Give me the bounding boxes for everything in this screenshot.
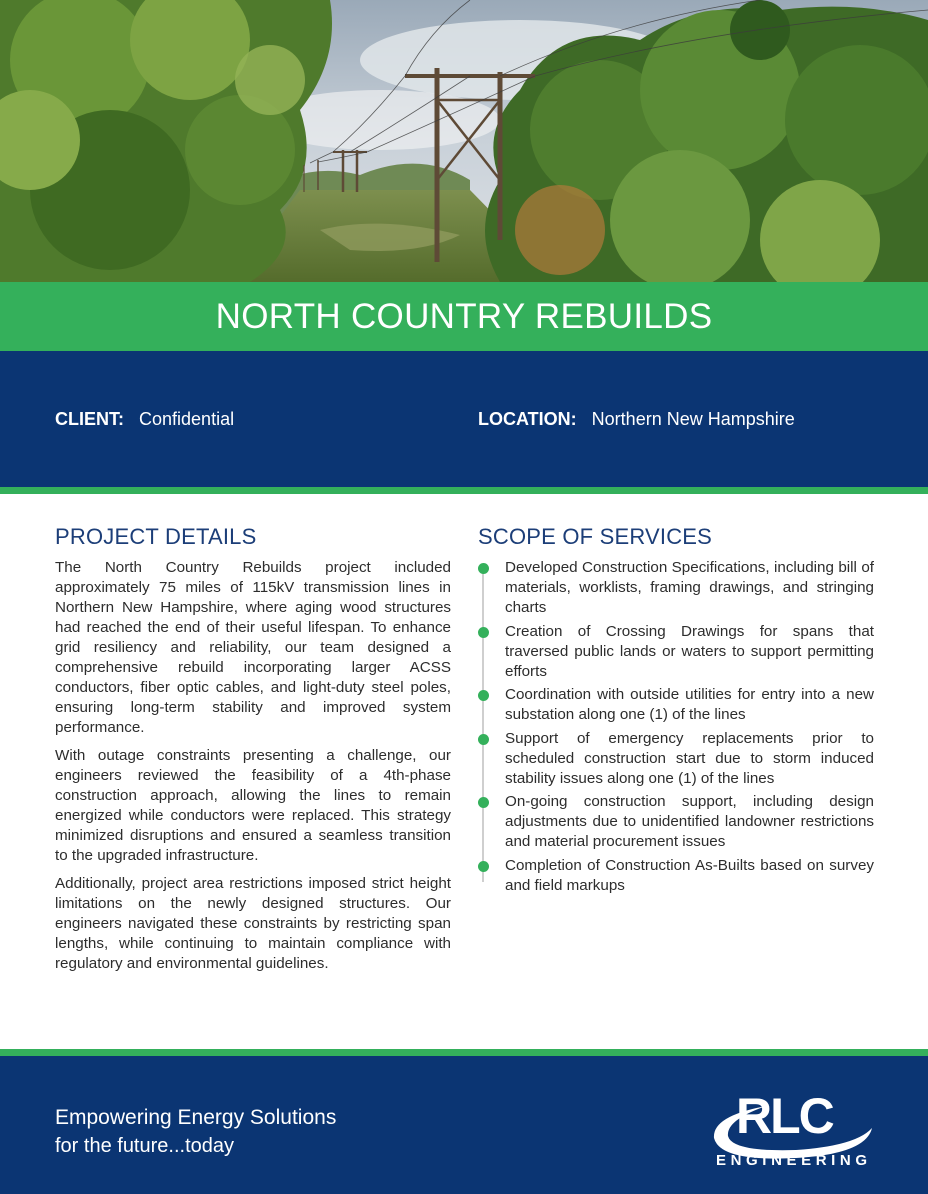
green-dot-icon xyxy=(478,627,489,638)
client-info xyxy=(55,409,234,430)
list-item xyxy=(478,685,874,725)
scope-item-text: On-going construction support, including design adjustments due to unidentified landowner restrictions and material procurement issues xyxy=(505,793,874,850)
transmission-line-photo-icon xyxy=(0,0,928,282)
client-label: CLIENT: xyxy=(55,409,124,429)
green-dot-icon xyxy=(478,797,489,808)
scope-item-text: Coordination with outside utilities for entry into a new substation along one (1) of the lines xyxy=(505,686,874,723)
info-band xyxy=(0,351,928,487)
footer-divider xyxy=(0,1049,928,1056)
green-dot-icon xyxy=(478,690,489,701)
divider-line xyxy=(0,487,928,494)
list-item xyxy=(478,558,874,618)
list-item xyxy=(478,792,874,852)
logo-subtext: ENGINEERING xyxy=(716,1152,872,1169)
scope-item-text: Creation of Crossing Drawings for spans that traversed public lands or waters to support permitting efforts xyxy=(505,622,874,680)
scope-item-text: Completion of Construction As-Builts based on survey and field markups xyxy=(505,856,874,894)
list-item xyxy=(478,729,874,789)
project-details-section xyxy=(55,524,451,982)
green-dot-icon xyxy=(478,563,489,574)
logo-text: RLC xyxy=(736,1088,833,1144)
scope-heading: SCOPE OF SERVICES xyxy=(478,524,713,549)
list-item xyxy=(478,856,874,896)
location-value: Northern New Hampshire xyxy=(591,409,795,429)
tagline-line2: for the future...today xyxy=(55,1135,234,1157)
scope-item-text: Developed Construction Specifications, including bill of materials, worklists, framing drawings, and stringing charts xyxy=(505,559,874,616)
location-info xyxy=(478,409,795,430)
project-details-heading: PROJECT DETAILS xyxy=(55,524,257,549)
title-bar xyxy=(0,282,928,351)
details-paragraph: The North Country Rebuilds project included approximately 75 miles of 115kV transmission lines in Northern New Hampshire, where aging wood structures had reached the end of their useful lifespan. To enhance grid resiliency and reliability, our team designed a comprehensive rebuild incorporating larger ACSS conductors, fiber optic cables, and light-duty steel poles, ensuring long-term stability and improved system performance. xyxy=(55,559,451,736)
green-dot-icon xyxy=(478,734,489,745)
details-paragraph: With outage constraints presenting a challenge, our engineers reviewed the feasibility of a 4th-phase construction approach, allowing the lines to remain energized while conductors were replaced. This strategy minimized disruptions and ensured a seamless transition to the upgraded infrastructure. xyxy=(55,747,451,864)
location-label: LOCATION: xyxy=(478,409,577,429)
green-dot-icon xyxy=(478,861,489,872)
footer xyxy=(0,1056,928,1194)
details-paragraph: Additionally, project area restrictions imposed strict height limitations on the newly designed structures. Our engineers navigated these constraints by restricting span lengths, while continuing to maintain compliance with regulatory and environmental guidelines. xyxy=(55,875,451,972)
scope-item-text: Support of emergency replacements prior to scheduled construction start due to storm induced stability issues along one (1) of the lines xyxy=(505,729,874,787)
client-value: Confidential xyxy=(139,409,235,429)
list-item xyxy=(478,622,874,682)
page-title: NORTH COUNTRY REBUILDS xyxy=(215,296,713,336)
tagline-line1: Empowering Energy Solutions xyxy=(55,1106,337,1129)
hero-photo xyxy=(0,0,928,282)
scope-list xyxy=(478,558,874,896)
scope-section xyxy=(478,524,874,899)
